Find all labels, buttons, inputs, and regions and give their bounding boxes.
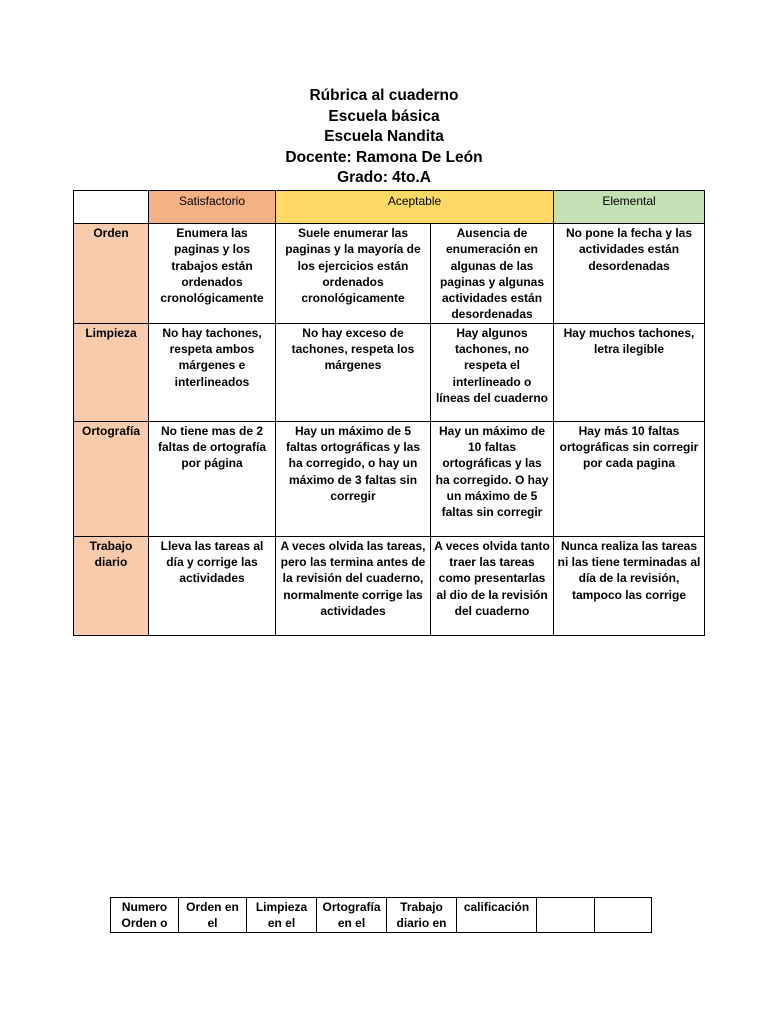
- grades-header-cell: Numero Orden o: [111, 898, 179, 933]
- rubric-row-limpieza: [74, 323, 705, 421]
- row-label-ortografia: Ortografía: [74, 421, 149, 536]
- row-label-trabajo-diario: Trabajo diario: [74, 536, 149, 635]
- rubric-cell: Lleva las tareas al día y corrige las actividades: [149, 536, 276, 635]
- rubric-cell: No hay exceso de tachones, respeta los márgenes: [276, 323, 431, 421]
- grades-header-cell: Trabajo diario en: [387, 898, 457, 933]
- rubric-cell: Hay más 10 faltas ortográficas sin corregir por cada pagina: [554, 421, 705, 536]
- grade-label: Grado: 4to.A: [337, 169, 431, 187]
- rubric-cell: A veces olvida las tareas, pero las termina antes de la revisión del cuaderno, normalmente corrige las actividades: [276, 536, 431, 635]
- rubric-row-ortografia: [74, 421, 705, 536]
- rubric-cell: No pone la fecha y las actividades están desordenadas: [554, 224, 705, 324]
- grades-empty-cell: [595, 898, 652, 933]
- column-header-aceptable: Aceptable: [276, 191, 554, 224]
- row-label-limpieza: Limpieza: [74, 323, 149, 421]
- rubric-cell: Hay un máximo de 10 faltas ortográficas y las ha corregido. O hay un máximo de 5 faltas sin corregir: [431, 421, 554, 536]
- rubric-row-orden: [74, 224, 705, 324]
- rubric-cell: Ausencia de enumeración en algunas de las paginas y algunas actividades están desordenadas: [431, 224, 554, 324]
- grades-header-cell: Orden en el: [179, 898, 247, 933]
- rubric-cell: Hay un máximo de 5 faltas ortográficas y las ha corregido, o hay un máximo de 3 faltas sin corregir: [276, 421, 431, 536]
- teacher-name: Docente: Ramona De León: [285, 148, 483, 166]
- row-label-orden: Orden: [74, 224, 149, 324]
- school-type: Escuela básica: [328, 107, 440, 125]
- rubric-corner-cell: [74, 191, 149, 224]
- document-header: [0, 86, 768, 189]
- grades-header-row: [111, 898, 652, 933]
- school-name: Escuela Nandita: [324, 128, 444, 146]
- grades-header-cell: calificación: [457, 898, 537, 933]
- rubric-cell: No hay tachones, respeta ambos márgenes e interlineados: [149, 323, 276, 421]
- rubric-header-row: [74, 191, 705, 224]
- rubric-cell: No tiene mas de 2 faltas de ortografía por página: [149, 421, 276, 536]
- rubric-row-trabajo-diario: [74, 536, 705, 635]
- column-header-elemental: Elemental: [554, 191, 705, 224]
- grades-header-cell: Ortografía en el: [317, 898, 387, 933]
- rubric-cell: A veces olvida tanto traer las tareas como presentarlas al dio de la revisión del cuaderno: [431, 536, 554, 635]
- column-header-satisfactorio: Satisfactorio: [149, 191, 276, 224]
- grades-empty-cell: [537, 898, 595, 933]
- rubric-cell: Hay algunos tachones, no respeta el interlineado o líneas del cuaderno: [431, 323, 554, 421]
- grades-table: [110, 897, 652, 933]
- rubric-cell: Hay muchos tachones, letra ilegible: [554, 323, 705, 421]
- rubric-table: [73, 190, 705, 636]
- rubric-cell: Suele enumerar las paginas y la mayoría de los ejercicios están ordenados cronológicamente: [276, 224, 431, 324]
- rubric-cell: Nunca realiza las tareas ni las tiene terminadas al día de la revisión, tampoco las corrige: [554, 536, 705, 635]
- document-title: Rúbrica al cuaderno: [309, 87, 459, 104]
- grades-header-cell: Limpieza en el: [247, 898, 317, 933]
- rubric-cell: Enumera las paginas y los trabajos están ordenados cronológicamente: [149, 224, 276, 324]
